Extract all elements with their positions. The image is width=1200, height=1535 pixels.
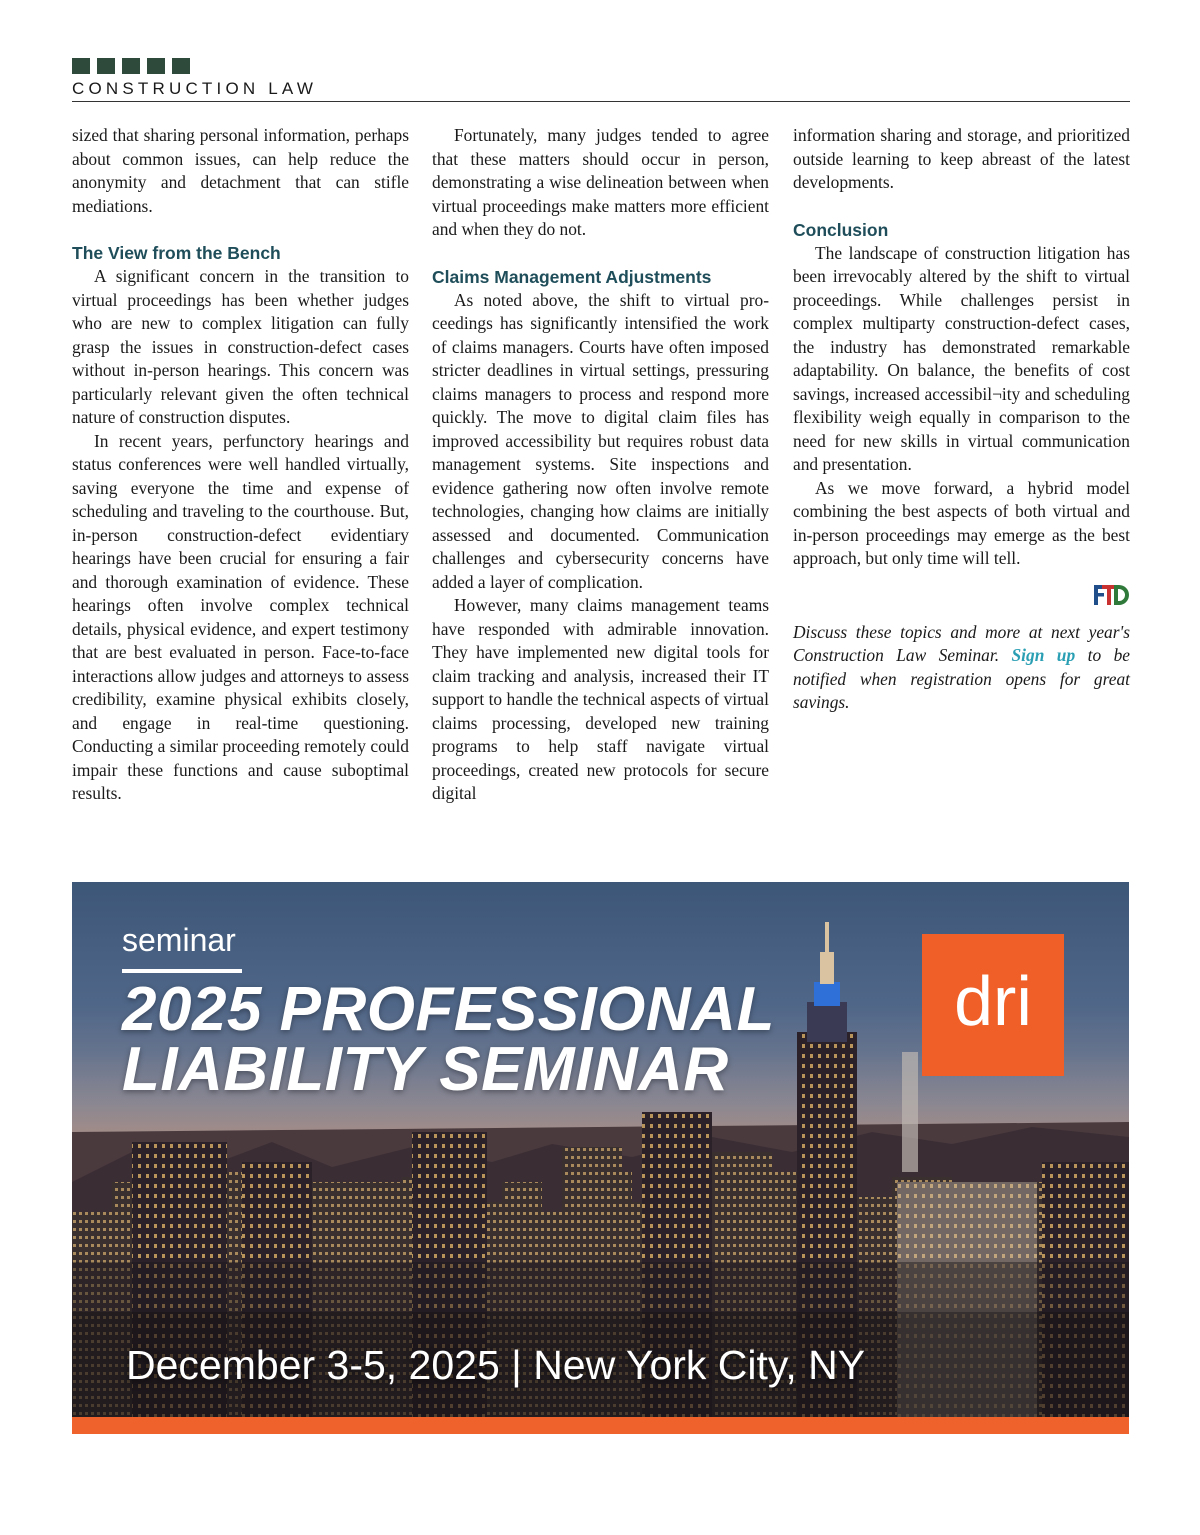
banner-title-line: 2025 PROFESSIONAL: [122, 975, 775, 1044]
paragraph: A significant concern in the transition to virtual proceedings has been whether judges who are new to complex litigation can fully grasp the issues in construction-defect cases without in-person hearings. This concern was particularly relevant given the often technical nature of construction disputes.: [72, 266, 409, 427]
header-square: [147, 58, 165, 74]
page-header: [72, 58, 1130, 102]
paragraph: As noted above, the shift to virtual proceedings has significantly intensified the work of claims managers. Courts have often imposed stricter deadlines in virtual settings, pressuring claims managers to process and respond more quickly. The move to digital claim files has improved accessibility but requires robust data management systems. Site inspections and evidence gathering now often involve remote technologies, changing how claims are initially assessed and documented. Communication challenges and cybersecurity concerns have added a layer of complication.: [432, 289, 769, 592]
paragraph: information sharing and storage, and prioritized outside learning to keep abreast of the latest developments.: [793, 125, 1130, 192]
cta-text: Discuss these topics and more at next year's Construction Law Seminar.: [793, 621, 1130, 665]
paragraph: The landscape of construction litigation has been irrevocably altered by the shift to virtual proceedings. While challenges persist in complex multiparty construction-defect cases, the industry has demonstrated remarkable adaptability. On balance, the benefits of cost savings, increased accessibil¬ity and scheduling flexibility weigh equally in comparison to the need for new skills in virtual communication and presentation.: [793, 242, 1130, 474]
seminar-cta: [793, 621, 1130, 715]
end-logo: [793, 581, 1130, 611]
column-3: [793, 124, 1130, 715]
dri-logo: [922, 934, 1064, 1076]
kicker-underline: [122, 969, 242, 973]
column-2: [432, 124, 769, 806]
banner-bottom-strip: [72, 1417, 1129, 1434]
banner-date-location: December 3-5, 2025 | New York City, NY: [126, 1342, 866, 1388]
paragraph: sized that sharing personal information, perhaps about common issues, can help reduce the anonymity and detachment that can stifle mediations.: [72, 125, 409, 216]
subheading: Claims Management Adjustments: [432, 266, 712, 287]
paragraph: Fortunately, many judges tended to agree that these matters should occur in person, demonstrating a wise delineation between when virtual proceedings make matters more efficient and when they do not.: [432, 125, 769, 239]
paragraph: However, many claims management teams have responded with admirable innovation. They have implemented new digital tools for claim tracking and analysis, increased their IT support to handle the technical aspects of virtual claims processing, developed new training programs to help staff navigate virtual proceedings, created new protocols for secure digital: [432, 595, 769, 803]
banner-title: [122, 975, 775, 1104]
ftd-logo-icon: [1090, 581, 1130, 609]
header-squares: [72, 58, 1130, 74]
seminar-banner[interactable]: [72, 882, 1129, 1434]
column-1: [72, 124, 409, 806]
sign-up-link[interactable]: Sign up: [1011, 645, 1076, 665]
header-square: [97, 58, 115, 74]
subheading: Conclusion: [793, 219, 889, 240]
banner-title-line: LIABILITY SEMINAR: [122, 1035, 729, 1104]
header-rule: [72, 101, 1130, 102]
header-square: [72, 58, 90, 74]
section-title: CONSTRUCTION LAW: [72, 79, 318, 98]
paragraph: As we move forward, a hybrid model combining the best aspects of both virtual and in-person proceedings may emerge as the best approach, but only time will tell.: [793, 477, 1130, 568]
subheading: The View from the Bench: [72, 243, 281, 263]
header-square: [122, 58, 140, 74]
cta-text: to be notified when registration opens for great savings.: [793, 645, 1131, 712]
header-square: [172, 58, 190, 74]
paragraph: In recent years, perfunctory hearings and status conferences were well handled virtually, saving everyone the time and expense of scheduling and traveling to the courthouse. But, in-person construction-defect evidentiary hearings have been crucial for ensuring a fair and thorough examination of evidence. These hearings often involve complex technical details, physical evidence, and expert testimony that are best evaluated in person. Face-to-face interactions allow judges and attorneys to assess credibility, examine physical exhibits closely, and engage in real-time questioning. Conducting a similar proceeding remotely could impair these functions and cause suboptimal results.: [72, 430, 409, 803]
dri-logo-text: dri: [954, 962, 1032, 1040]
banner-kicker: seminar: [122, 922, 236, 958]
